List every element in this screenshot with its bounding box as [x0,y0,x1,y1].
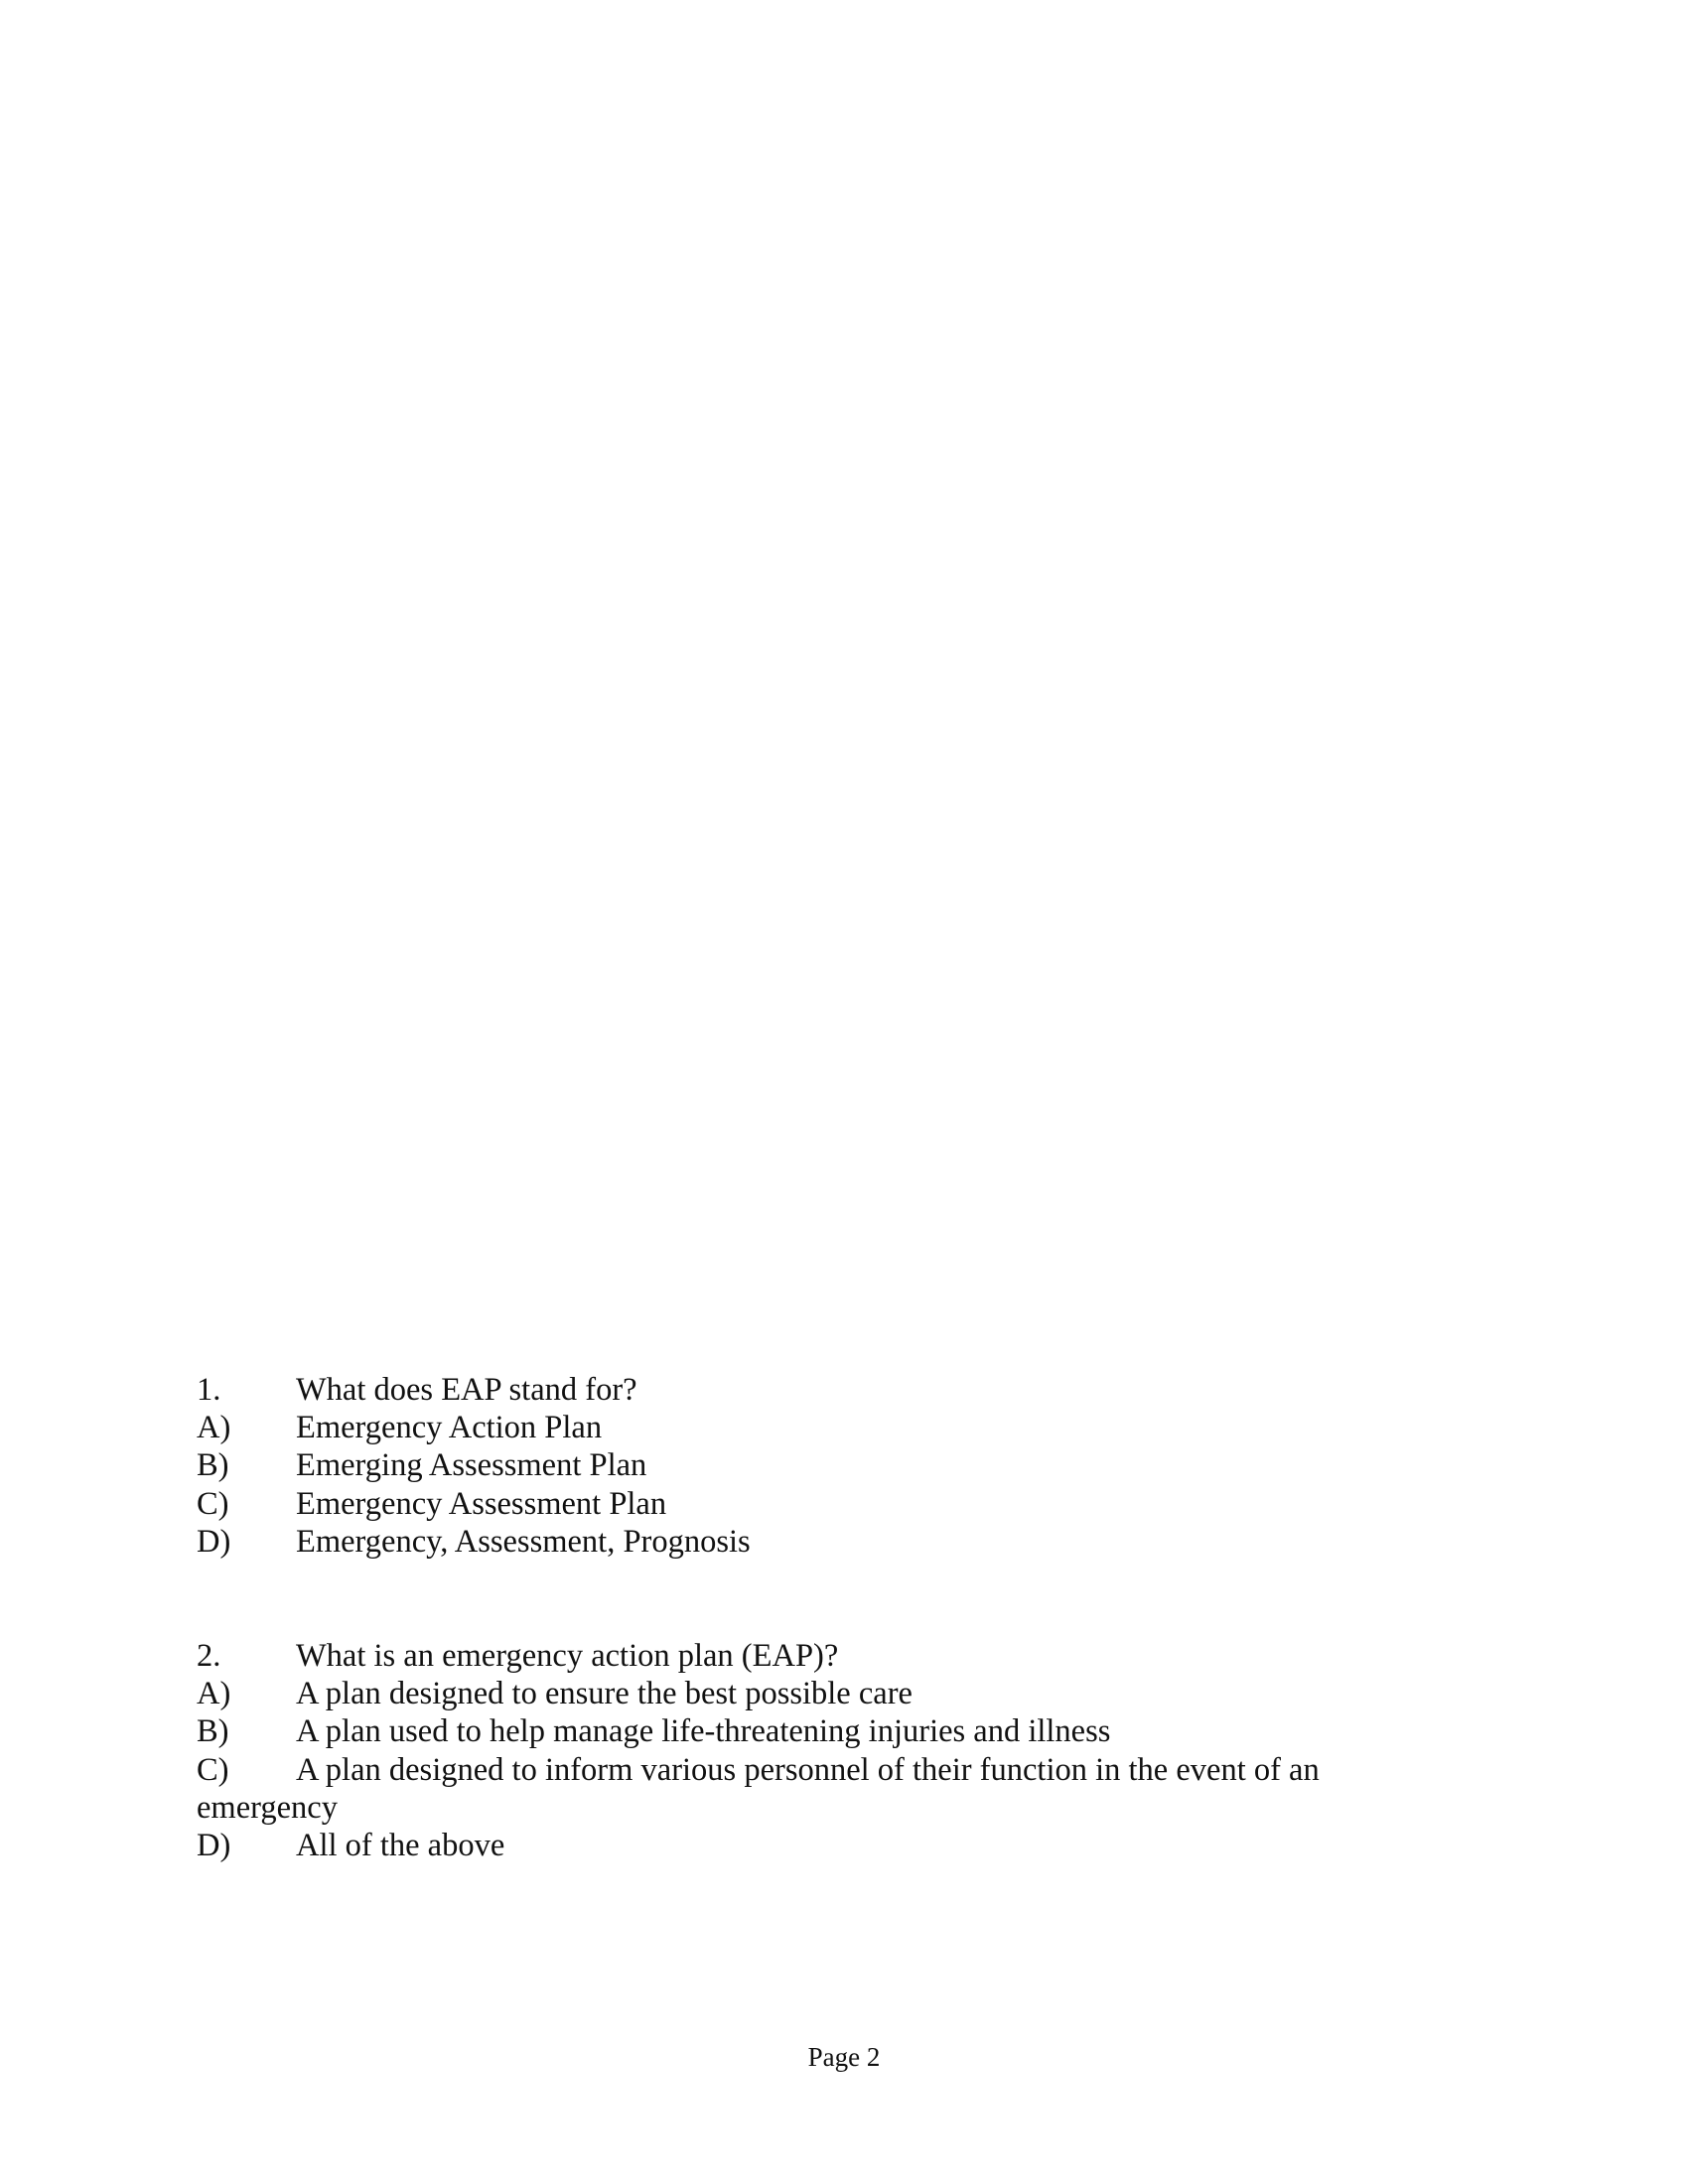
answer-option-b [197,1712,1487,1750]
option-letter: C) [197,1485,229,1522]
question-1 [197,1371,1487,1561]
option-text: All of the above [296,1827,505,1863]
option-text: A plan used to help manage life-threatening injuries and illness [296,1713,1111,1750]
option-letter: C) [197,1751,229,1788]
option-text: A plan designed to ensure the best possible care [296,1676,913,1712]
option-text: A plan designed to inform various personnel of their function in the event of an [296,1751,1320,1788]
option-text: Emerging Assessment Plan [296,1447,647,1484]
answer-option-c [197,1751,1487,1789]
question-text: What is an emergency action plan (EAP)? [296,1638,839,1674]
question-number: 2. [197,1638,221,1674]
answer-option-c [197,1485,1487,1523]
answer-option-b [197,1446,1487,1484]
option-letter: A) [197,1410,231,1446]
question-2 [197,1637,1487,1864]
question-text: What does EAP stand for? [296,1372,637,1408]
option-letter: D) [197,1827,231,1863]
option-text: Emergency, Assessment, Prognosis [296,1523,751,1560]
question-stem [197,1637,1487,1675]
answer-option-c-continuation [197,1789,1487,1827]
option-letter: B) [197,1447,229,1484]
option-letter: B) [197,1713,229,1750]
question-number: 1. [197,1372,221,1408]
answer-option-a [197,1409,1487,1446]
page-footer [0,2041,1688,2073]
option-text: Emergency Assessment Plan [296,1485,667,1522]
answer-option-d [197,1523,1487,1561]
option-text-continuation: emergency [197,1789,338,1826]
option-text: Emergency Action Plan [296,1410,603,1446]
question-stem [197,1371,1487,1409]
option-letter: D) [197,1523,231,1560]
answer-option-d [197,1827,1487,1864]
page-number: Page 2 [807,2042,881,2072]
option-letter: A) [197,1676,231,1712]
answer-option-a [197,1675,1487,1712]
